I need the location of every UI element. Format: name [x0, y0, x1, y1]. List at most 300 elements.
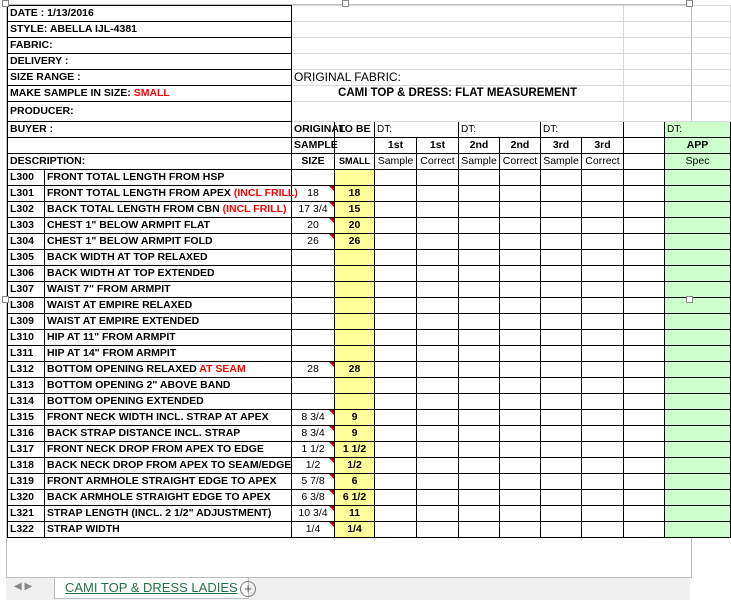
original-size-cell[interactable]: [292, 250, 335, 266]
app-spec-cell[interactable]: [665, 346, 731, 362]
row-description[interactable]: [45, 234, 292, 250]
measurement-cell[interactable]: [500, 282, 541, 298]
original-header-3[interactable]: SIZE: [292, 154, 335, 170]
measurement-cell[interactable]: [459, 506, 500, 522]
measurement-cell[interactable]: [541, 202, 582, 218]
row-code[interactable]: L316: [8, 426, 45, 442]
measurement-cell[interactable]: [582, 394, 624, 410]
blank-cell[interactable]: [624, 314, 665, 330]
app-spec-cell[interactable]: [665, 234, 731, 250]
measurement-cell[interactable]: [541, 266, 582, 282]
measurement-cell[interactable]: [541, 346, 582, 362]
to-be-small-cell[interactable]: [335, 346, 375, 362]
measurement-cell[interactable]: [500, 410, 541, 426]
measurement-cell[interactable]: [541, 458, 582, 474]
measurement-cell[interactable]: [582, 234, 624, 250]
measurement-cell[interactable]: [459, 202, 500, 218]
row-code[interactable]: L314: [8, 394, 45, 410]
original-size-cell[interactable]: 28: [292, 362, 335, 378]
measurement-cell[interactable]: [459, 490, 500, 506]
measurement-cell[interactable]: [582, 186, 624, 202]
to-be-small-cell[interactable]: [335, 298, 375, 314]
to-be-small-cell[interactable]: 9: [335, 410, 375, 426]
original-size-cell[interactable]: [292, 394, 335, 410]
original-size-cell[interactable]: [292, 346, 335, 362]
third-correct-bottom[interactable]: Correct: [582, 154, 624, 170]
measurement-cell[interactable]: [500, 330, 541, 346]
measurement-cell[interactable]: [417, 202, 459, 218]
style-cell[interactable]: STYLE: ABELLA IJL-4381: [8, 22, 292, 38]
measurement-cell[interactable]: [459, 410, 500, 426]
row-description[interactable]: [45, 426, 292, 442]
blank-cell[interactable]: [624, 458, 665, 474]
row-description[interactable]: [45, 410, 292, 426]
row-code[interactable]: L322: [8, 522, 45, 538]
measurement-cell[interactable]: [375, 298, 417, 314]
row-code[interactable]: L311: [8, 346, 45, 362]
row-description[interactable]: [45, 282, 292, 298]
measurement-cell[interactable]: [375, 330, 417, 346]
resize-handle-icon[interactable]: [686, 0, 693, 7]
to-be-small-cell[interactable]: [335, 266, 375, 282]
measurement-cell[interactable]: [417, 346, 459, 362]
app-spec-cell[interactable]: [665, 410, 731, 426]
measurement-cell[interactable]: [541, 522, 582, 538]
measurement-cell[interactable]: [541, 218, 582, 234]
original-size-cell[interactable]: [292, 330, 335, 346]
app-spec-cell[interactable]: [665, 266, 731, 282]
row-description[interactable]: [45, 202, 292, 218]
third-correct-top[interactable]: 3rd: [582, 138, 624, 154]
row-description[interactable]: [45, 330, 292, 346]
blank-cell[interactable]: [624, 410, 665, 426]
measurement-cell[interactable]: [541, 362, 582, 378]
row-description[interactable]: [45, 250, 292, 266]
measurement-cell[interactable]: [459, 170, 500, 186]
row-code[interactable]: L306: [8, 266, 45, 282]
measurement-cell[interactable]: [500, 362, 541, 378]
measurement-cell[interactable]: [500, 170, 541, 186]
to-be-small-cell[interactable]: [335, 170, 375, 186]
measurement-cell[interactable]: [459, 442, 500, 458]
app-spec-cell[interactable]: [665, 202, 731, 218]
app-spec-cell[interactable]: [665, 314, 731, 330]
blank-cell[interactable]: [624, 170, 665, 186]
app-spec-cell[interactable]: [665, 298, 731, 314]
measurement-cell[interactable]: [582, 426, 624, 442]
measurement-cell[interactable]: [582, 330, 624, 346]
measurement-cell[interactable]: [582, 522, 624, 538]
first-correct-top[interactable]: 1st: [417, 138, 459, 154]
app-spec-cell[interactable]: [665, 442, 731, 458]
to-be-small-cell[interactable]: 15: [335, 202, 375, 218]
app-spec-cell[interactable]: [665, 490, 731, 506]
measurement-cell[interactable]: [459, 394, 500, 410]
blank-cell[interactable]: [624, 506, 665, 522]
measurement-cell[interactable]: [459, 522, 500, 538]
row-code[interactable]: L308: [8, 298, 45, 314]
row-code[interactable]: L301: [8, 186, 45, 202]
measurement-cell[interactable]: [417, 266, 459, 282]
tab-scroll-arrows-icon[interactable]: ◀ ▶: [14, 581, 33, 592]
description-header[interactable]: DESCRIPTION:: [8, 154, 292, 170]
measurement-cell[interactable]: [582, 506, 624, 522]
delivery-cell[interactable]: DELIVERY :: [8, 54, 292, 70]
measurement-cell[interactable]: [459, 218, 500, 234]
app-spec-cell[interactable]: [665, 394, 731, 410]
row-code[interactable]: L303: [8, 218, 45, 234]
measurement-cell[interactable]: [375, 282, 417, 298]
row-code[interactable]: L319: [8, 474, 45, 490]
measurement-cell[interactable]: [417, 234, 459, 250]
measurement-cell[interactable]: [500, 522, 541, 538]
row-description[interactable]: [45, 378, 292, 394]
to-be-small-cell[interactable]: 18: [335, 186, 375, 202]
measurement-cell[interactable]: [582, 362, 624, 378]
add-sheet-icon[interactable]: +: [240, 581, 256, 597]
measurement-cell[interactable]: [459, 282, 500, 298]
measurement-cell[interactable]: [582, 490, 624, 506]
app-spec-cell[interactable]: [665, 522, 731, 538]
blank-cell[interactable]: [624, 282, 665, 298]
measurement-cell[interactable]: [582, 458, 624, 474]
measurement-cell[interactable]: [417, 506, 459, 522]
blank-cell[interactable]: [624, 234, 665, 250]
measurement-cell[interactable]: [375, 442, 417, 458]
measurement-cell[interactable]: [582, 378, 624, 394]
original-size-cell[interactable]: [292, 298, 335, 314]
measurement-cell[interactable]: [417, 490, 459, 506]
measurement-cell[interactable]: [500, 250, 541, 266]
measurement-cell[interactable]: [541, 298, 582, 314]
measurement-cell[interactable]: [375, 218, 417, 234]
measurement-cell[interactable]: [500, 234, 541, 250]
to-be-small-cell[interactable]: [335, 282, 375, 298]
measurement-cell[interactable]: [500, 378, 541, 394]
original-size-cell[interactable]: 20: [292, 218, 335, 234]
measurement-cell[interactable]: [417, 298, 459, 314]
size-range-cell[interactable]: SIZE RANGE :: [8, 70, 292, 86]
measurement-cell[interactable]: [375, 410, 417, 426]
to-be-small-cell[interactable]: 1/2: [335, 458, 375, 474]
measurement-cell[interactable]: [459, 458, 500, 474]
measurement-cell[interactable]: [375, 250, 417, 266]
blank-cell[interactable]: [624, 474, 665, 490]
dt-1st[interactable]: DT:: [375, 122, 459, 138]
measurement-cell[interactable]: [375, 202, 417, 218]
original-size-cell[interactable]: [292, 378, 335, 394]
measurement-cell[interactable]: [375, 362, 417, 378]
row-description[interactable]: [45, 362, 292, 378]
row-code[interactable]: L302: [8, 202, 45, 218]
measurement-cell[interactable]: [417, 250, 459, 266]
blank-cell[interactable]: [624, 298, 665, 314]
row-code[interactable]: L315: [8, 410, 45, 426]
app-spec-cell[interactable]: [665, 474, 731, 490]
row-code[interactable]: L312: [8, 362, 45, 378]
row-code[interactable]: L317: [8, 442, 45, 458]
measurement-cell[interactable]: [541, 234, 582, 250]
row-description[interactable]: [45, 442, 292, 458]
app-top[interactable]: APP: [665, 138, 731, 154]
to-be-small-cell[interactable]: [335, 330, 375, 346]
measurement-cell[interactable]: [541, 394, 582, 410]
measurement-cell[interactable]: [459, 474, 500, 490]
app-spec-cell[interactable]: [665, 506, 731, 522]
row-description[interactable]: [45, 218, 292, 234]
fabric-cell[interactable]: FABRIC:: [8, 38, 292, 54]
measurement-cell[interactable]: [459, 186, 500, 202]
measurement-cell[interactable]: [500, 426, 541, 442]
measurement-cell[interactable]: [541, 410, 582, 426]
row-code[interactable]: L321: [8, 506, 45, 522]
measurement-cell[interactable]: [375, 186, 417, 202]
measurement-cell[interactable]: [375, 426, 417, 442]
measurement-cell[interactable]: [459, 330, 500, 346]
blank-cell[interactable]: [624, 202, 665, 218]
row-description[interactable]: [45, 474, 292, 490]
dt-2nd[interactable]: DT:: [459, 122, 541, 138]
dt-3rd[interactable]: DT:: [541, 122, 624, 138]
measurement-cell[interactable]: [459, 426, 500, 442]
original-size-cell[interactable]: 1/4: [292, 522, 335, 538]
measurement-cell[interactable]: [417, 426, 459, 442]
row-description[interactable]: [45, 490, 292, 506]
measurement-cell[interactable]: [375, 394, 417, 410]
app-spec-cell[interactable]: [665, 362, 731, 378]
row-description[interactable]: [45, 186, 298, 202]
first-sample-top[interactable]: 1st: [375, 138, 417, 154]
app-spec-cell[interactable]: [665, 218, 731, 234]
row-description[interactable]: [45, 506, 292, 522]
measurement-cell[interactable]: [582, 218, 624, 234]
original-size-cell[interactable]: 5 7/8: [292, 474, 335, 490]
measurement-cell[interactable]: [500, 394, 541, 410]
blank-cell[interactable]: [624, 394, 665, 410]
second-sample-top[interactable]: 2nd: [459, 138, 500, 154]
measurement-cell[interactable]: [500, 346, 541, 362]
measurement-cell[interactable]: [582, 250, 624, 266]
row-code[interactable]: L318: [8, 458, 45, 474]
original-size-cell[interactable]: 6 3/8: [292, 490, 335, 506]
measurement-cell[interactable]: [417, 522, 459, 538]
original-fabric-cell[interactable]: ORIGINAL FABRIC:: [292, 70, 624, 86]
measurement-cell[interactable]: [582, 170, 624, 186]
measurement-cell[interactable]: [375, 490, 417, 506]
original-size-cell[interactable]: 18: [292, 186, 335, 202]
measurement-cell[interactable]: [541, 490, 582, 506]
to-be-small-cell[interactable]: 28: [335, 362, 375, 378]
row-description[interactable]: [45, 522, 292, 538]
measurement-cell[interactable]: [375, 170, 417, 186]
row-description[interactable]: [45, 394, 292, 410]
measurement-cell[interactable]: [541, 378, 582, 394]
measurement-cell[interactable]: [417, 282, 459, 298]
measurement-cell[interactable]: [582, 474, 624, 490]
second-correct-top[interactable]: 2nd: [500, 138, 541, 154]
measurement-cell[interactable]: [375, 506, 417, 522]
measurement-cell[interactable]: [500, 186, 541, 202]
measurement-cell[interactable]: [582, 314, 624, 330]
second-correct-bottom[interactable]: Correct: [500, 154, 541, 170]
measurement-cell[interactable]: [582, 442, 624, 458]
buyer-cell[interactable]: BUYER :: [8, 122, 292, 138]
row-code[interactable]: L307: [8, 282, 45, 298]
app-spec-cell[interactable]: [665, 282, 731, 298]
to-be-small-cell[interactable]: [335, 314, 375, 330]
blank-cell[interactable]: [624, 330, 665, 346]
original-size-cell[interactable]: 8 3/4: [292, 426, 335, 442]
blank-cell[interactable]: [624, 378, 665, 394]
to-be-small-cell[interactable]: 11: [335, 506, 375, 522]
blank-cell[interactable]: [624, 186, 665, 202]
measurement-cell[interactable]: [582, 298, 624, 314]
measurement-cell[interactable]: [375, 458, 417, 474]
original-size-cell[interactable]: 8 3/4: [292, 410, 335, 426]
original-size-cell[interactable]: [292, 282, 335, 298]
measurement-cell[interactable]: [417, 218, 459, 234]
original-size-cell[interactable]: 1 1/2: [292, 442, 335, 458]
to-be-small-cell[interactable]: 20: [335, 218, 375, 234]
blank-cell[interactable]: [624, 362, 665, 378]
date-cell[interactable]: DATE : 1/13/2016: [8, 6, 292, 22]
row-description[interactable]: [45, 266, 292, 282]
row-description[interactable]: [45, 314, 292, 330]
original-size-cell[interactable]: 17 3/4: [292, 202, 335, 218]
measurement-cell[interactable]: [541, 330, 582, 346]
measurement-cell[interactable]: [375, 314, 417, 330]
row-code[interactable]: L320: [8, 490, 45, 506]
measurement-cell[interactable]: [459, 234, 500, 250]
row-code[interactable]: L305: [8, 250, 45, 266]
measurement-cell[interactable]: [459, 378, 500, 394]
row-description[interactable]: [45, 346, 292, 362]
row-code[interactable]: L304: [8, 234, 45, 250]
blank-cell[interactable]: [624, 250, 665, 266]
third-sample-bottom[interactable]: Sample: [541, 154, 582, 170]
first-sample-bottom[interactable]: Sample: [375, 154, 417, 170]
app-spec-cell[interactable]: [665, 426, 731, 442]
measurement-cell[interactable]: [417, 394, 459, 410]
resize-handle-icon[interactable]: [686, 296, 693, 303]
to-be-small-cell[interactable]: 1/4: [335, 522, 375, 538]
measurement-cell[interactable]: [541, 314, 582, 330]
blank-cell[interactable]: [624, 442, 665, 458]
measurement-cell[interactable]: [582, 266, 624, 282]
row-code[interactable]: L309: [8, 314, 45, 330]
measurement-cell[interactable]: [500, 458, 541, 474]
measurement-cell[interactable]: [417, 410, 459, 426]
measurement-cell[interactable]: [541, 506, 582, 522]
to-be-small-cell[interactable]: 6 1/2: [335, 490, 375, 506]
measurement-cell[interactable]: [375, 522, 417, 538]
measurement-cell[interactable]: [500, 474, 541, 490]
dt-app[interactable]: DT:: [665, 122, 731, 138]
measurement-cell[interactable]: [500, 218, 541, 234]
to-be-small-cell[interactable]: 6: [335, 474, 375, 490]
measurement-cell[interactable]: [459, 362, 500, 378]
measurement-cell[interactable]: [417, 474, 459, 490]
measurement-cell[interactable]: [541, 282, 582, 298]
to-be-small-cell[interactable]: [335, 378, 375, 394]
measurement-cell[interactable]: [375, 266, 417, 282]
measurement-cell[interactable]: [375, 474, 417, 490]
measurement-cell[interactable]: [459, 298, 500, 314]
measurement-cell[interactable]: [500, 442, 541, 458]
measurement-cell[interactable]: [417, 362, 459, 378]
make-sample-cell[interactable]: [8, 86, 292, 102]
to-be-small-cell[interactable]: 9: [335, 426, 375, 442]
measurement-cell[interactable]: [582, 346, 624, 362]
row-description[interactable]: [45, 298, 292, 314]
measurement-cell[interactable]: [375, 378, 417, 394]
original-header-2[interactable]: SAMPLE: [292, 138, 335, 154]
original-size-cell[interactable]: [292, 266, 335, 282]
measurement-cell[interactable]: [500, 202, 541, 218]
to-be-small-cell[interactable]: [335, 250, 375, 266]
measurement-cell[interactable]: [541, 474, 582, 490]
row-code[interactable]: L300: [8, 170, 45, 186]
measurement-cell[interactable]: [417, 378, 459, 394]
blank-cell[interactable]: [624, 426, 665, 442]
measurement-cell[interactable]: [459, 250, 500, 266]
measurement-cell[interactable]: [417, 330, 459, 346]
third-sample-top[interactable]: 3rd: [541, 138, 582, 154]
measurement-cell[interactable]: [459, 314, 500, 330]
to-be-small-cell[interactable]: [335, 394, 375, 410]
measurement-cell[interactable]: [417, 442, 459, 458]
to-be-small-cell[interactable]: 26: [335, 234, 375, 250]
resize-handle-icon[interactable]: [342, 0, 349, 7]
app-spec-cell[interactable]: [665, 378, 731, 394]
measurement-cell[interactable]: [541, 426, 582, 442]
to-be-small-cell[interactable]: 1 1/2: [335, 442, 375, 458]
measurement-cell[interactable]: [500, 266, 541, 282]
measurement-cell[interactable]: [459, 266, 500, 282]
sheet-tab-cami-top-dress-ladies[interactable]: CAMI TOP & DRESS LADIES: [54, 578, 249, 599]
blank-cell[interactable]: [624, 522, 665, 538]
blank-cell[interactable]: [624, 266, 665, 282]
blank-cell[interactable]: [624, 490, 665, 506]
measurement-cell[interactable]: [500, 314, 541, 330]
measurement-cell[interactable]: [417, 314, 459, 330]
blank-cell[interactable]: [624, 218, 665, 234]
resize-handle-icon[interactable]: [2, 296, 9, 303]
measurement-cell[interactable]: [582, 410, 624, 426]
row-description[interactable]: [45, 458, 292, 474]
measurement-cell[interactable]: [500, 298, 541, 314]
row-description[interactable]: [45, 170, 292, 186]
measurement-cell[interactable]: [459, 346, 500, 362]
measurement-cell[interactable]: [375, 234, 417, 250]
app-spec-cell[interactable]: [665, 186, 731, 202]
tobe-header-1[interactable]: TO BE: [335, 122, 375, 138]
measurement-cell[interactable]: [582, 282, 624, 298]
measurement-cell[interactable]: [500, 490, 541, 506]
blank-cell[interactable]: [624, 346, 665, 362]
measurement-cell[interactable]: [582, 202, 624, 218]
original-header-1[interactable]: ORIGINAL: [292, 122, 335, 138]
measurement-cell[interactable]: [541, 186, 582, 202]
measurement-cell[interactable]: [417, 458, 459, 474]
row-code[interactable]: L313: [8, 378, 45, 394]
row-code[interactable]: L310: [8, 330, 45, 346]
resize-handle-icon[interactable]: [2, 0, 9, 7]
app-spec-cell[interactable]: [665, 170, 731, 186]
app-spec-cell[interactable]: [665, 458, 731, 474]
original-size-cell[interactable]: 10 3/4: [292, 506, 335, 522]
spreadsheet-grid[interactable]: [6, 4, 710, 578]
